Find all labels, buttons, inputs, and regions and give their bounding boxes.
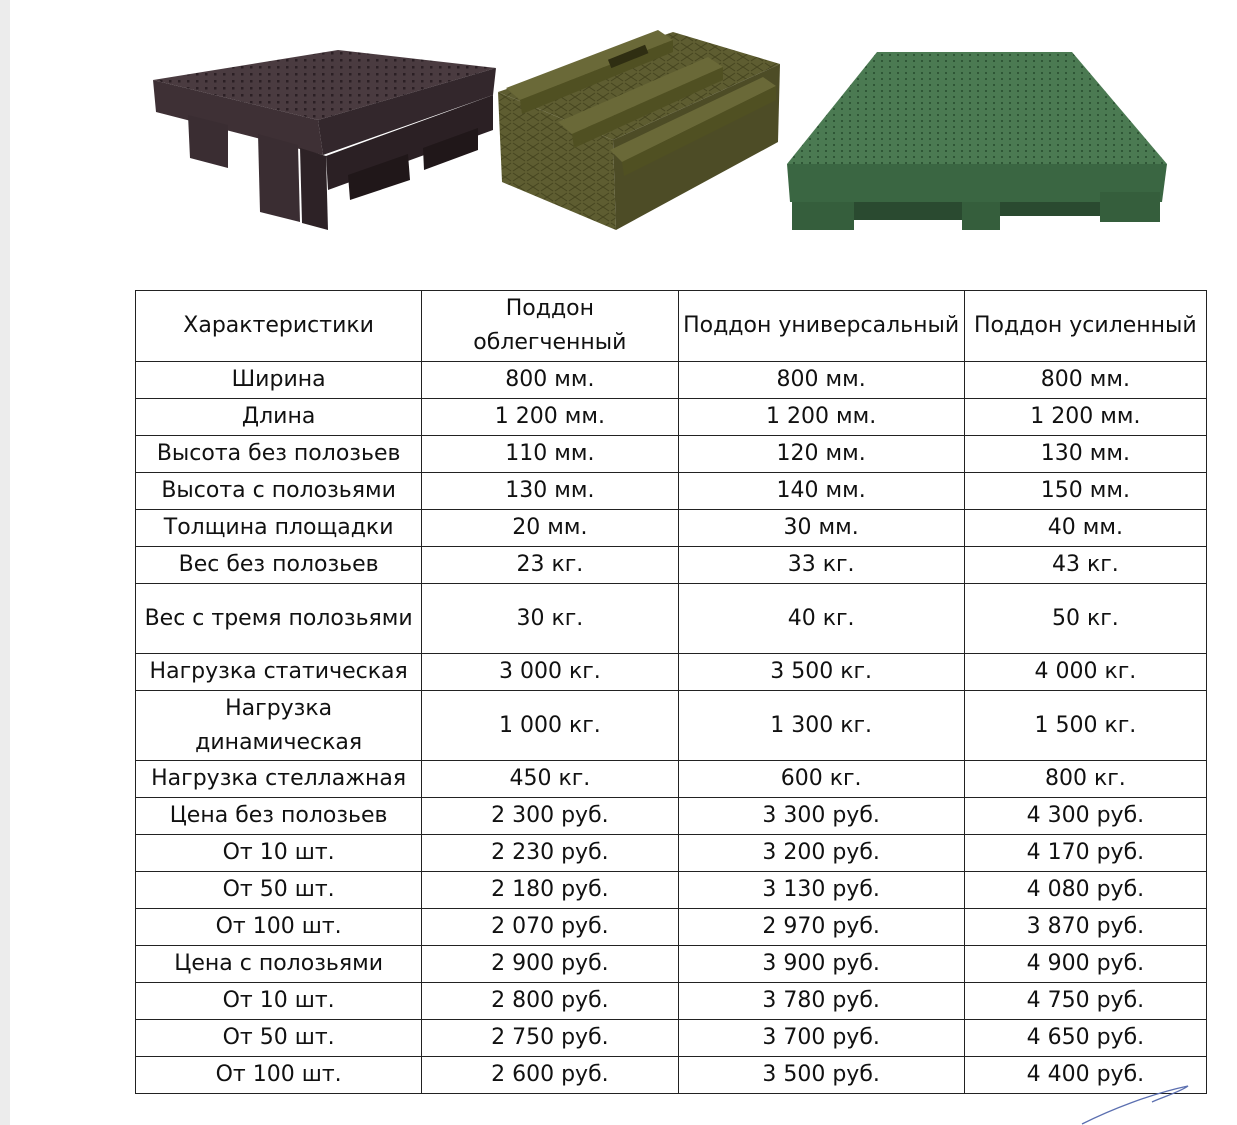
row-label: От 100 шт. bbox=[136, 1057, 422, 1094]
signature-stroke bbox=[1060, 1080, 1200, 1125]
table-cell: 1 200 мм. bbox=[678, 399, 964, 436]
table-cell: 4 000 кг. bbox=[964, 654, 1206, 691]
table-cell: 4 750 руб. bbox=[964, 983, 1206, 1020]
table-cell: 2 230 руб. bbox=[422, 835, 678, 872]
table-cell: 3 500 руб. bbox=[678, 1057, 964, 1094]
table-cell: 40 мм. bbox=[964, 510, 1206, 547]
table-cell: 40 кг. bbox=[678, 584, 964, 654]
header-pallet-light: Поддон облегченный bbox=[422, 291, 678, 362]
table-cell: 3 300 руб. bbox=[678, 798, 964, 835]
row-label: Нагрузка динамическая bbox=[136, 691, 422, 761]
table-cell: 3 200 руб. bbox=[678, 835, 964, 872]
table-cell: 3 000 кг. bbox=[422, 654, 678, 691]
table-cell: 30 мм. bbox=[678, 510, 964, 547]
table-cell: 800 мм. bbox=[422, 362, 678, 399]
table-header-row bbox=[136, 291, 1207, 362]
table-cell: 150 мм. bbox=[964, 473, 1206, 510]
table-cell: 120 мм. bbox=[678, 436, 964, 473]
table-cell: 2 900 руб. bbox=[422, 946, 678, 983]
table-cell: 1 200 мм. bbox=[964, 399, 1206, 436]
table-cell: 2 300 руб. bbox=[422, 798, 678, 835]
table-cell: 3 130 руб. bbox=[678, 872, 964, 909]
table-row bbox=[136, 1057, 1207, 1094]
table-cell: 1 200 мм. bbox=[422, 399, 678, 436]
table-row bbox=[136, 835, 1207, 872]
table-cell: 2 970 руб. bbox=[678, 909, 964, 946]
table-cell: 3 500 кг. bbox=[678, 654, 964, 691]
table-cell: 1 300 кг. bbox=[678, 691, 964, 761]
table-cell: 3 900 руб. bbox=[678, 946, 964, 983]
table-row bbox=[136, 909, 1207, 946]
table-cell: 2 180 руб. bbox=[422, 872, 678, 909]
header-characteristics: Характеристики bbox=[136, 291, 422, 362]
spec-table bbox=[135, 290, 1207, 1094]
table-cell: 50 кг. bbox=[964, 584, 1206, 654]
table-row bbox=[136, 436, 1207, 473]
table-cell: 23 кг. bbox=[422, 547, 678, 584]
table-cell: 4 080 руб. bbox=[964, 872, 1206, 909]
table-cell: 140 мм. bbox=[678, 473, 964, 510]
row-label: Нагрузка стеллажная bbox=[136, 761, 422, 798]
table-cell: 2 600 руб. bbox=[422, 1057, 678, 1094]
row-label: От 100 шт. bbox=[136, 909, 422, 946]
table-cell: 800 мм. bbox=[678, 362, 964, 399]
table-cell: 4 400 руб. bbox=[964, 1057, 1206, 1094]
table-cell: 33 кг. bbox=[678, 547, 964, 584]
table-cell: 450 кг. bbox=[422, 761, 678, 798]
table-row bbox=[136, 798, 1207, 835]
table-row bbox=[136, 654, 1207, 691]
row-label: От 50 шт. bbox=[136, 1020, 422, 1057]
row-label: Высота с полозьями bbox=[136, 473, 422, 510]
row-label: От 10 шт. bbox=[136, 983, 422, 1020]
table-cell: 1 500 кг. bbox=[964, 691, 1206, 761]
table-cell: 2 070 руб. bbox=[422, 909, 678, 946]
row-label: Цена без полозьев bbox=[136, 798, 422, 835]
table-cell: 130 мм. bbox=[964, 436, 1206, 473]
table-cell: 800 мм. bbox=[964, 362, 1206, 399]
table-row bbox=[136, 547, 1207, 584]
table-cell: 1 000 кг. bbox=[422, 691, 678, 761]
table-cell: 3 700 руб. bbox=[678, 1020, 964, 1057]
table-row bbox=[136, 510, 1207, 547]
table-row bbox=[136, 761, 1207, 798]
table-cell: 3 780 руб. bbox=[678, 983, 964, 1020]
table-cell: 4 300 руб. bbox=[964, 798, 1206, 835]
table-cell: 2 750 руб. bbox=[422, 1020, 678, 1057]
header-pallet-universal: Поддон универсальный bbox=[678, 291, 964, 362]
table-cell: 43 кг. bbox=[964, 547, 1206, 584]
table-row bbox=[136, 872, 1207, 909]
row-label: От 10 шт. bbox=[136, 835, 422, 872]
table-row bbox=[136, 946, 1207, 983]
table-cell: 800 кг. bbox=[964, 761, 1206, 798]
header-pallet-reinforced: Поддон усиленный bbox=[964, 291, 1206, 362]
table-cell: 4 170 руб. bbox=[964, 835, 1206, 872]
table-row bbox=[136, 1020, 1207, 1057]
row-label: Высота без полозьев bbox=[136, 436, 422, 473]
table-cell: 20 мм. bbox=[422, 510, 678, 547]
table-cell: 600 кг. bbox=[678, 761, 964, 798]
row-label: Цена с полозьями bbox=[136, 946, 422, 983]
table-cell: 30 кг. bbox=[422, 584, 678, 654]
table-cell: 2 800 руб. bbox=[422, 983, 678, 1020]
table-cell: 110 мм. bbox=[422, 436, 678, 473]
pallet-light-image bbox=[148, 50, 496, 230]
table-row bbox=[136, 584, 1207, 654]
table-row bbox=[136, 691, 1207, 761]
row-label: Нагрузка статическая bbox=[136, 654, 422, 691]
table-cell: 4 900 руб. bbox=[964, 946, 1206, 983]
table-row bbox=[136, 362, 1207, 399]
row-label: От 50 шт. bbox=[136, 872, 422, 909]
table-row bbox=[136, 473, 1207, 510]
table-row bbox=[136, 983, 1207, 1020]
row-label: Толщина площадки bbox=[136, 510, 422, 547]
table-cell: 4 650 руб. bbox=[964, 1020, 1206, 1057]
row-label: Ширина bbox=[136, 362, 422, 399]
table-cell: 130 мм. bbox=[422, 473, 678, 510]
pallet-universal-image bbox=[498, 22, 780, 230]
table-cell: 3 870 руб. bbox=[964, 909, 1206, 946]
row-label: Длина bbox=[136, 399, 422, 436]
table-row bbox=[136, 399, 1207, 436]
pallet-images bbox=[0, 0, 1237, 250]
row-label: Вес с тремя полозьями bbox=[136, 584, 422, 654]
row-label: Вес без полозьев bbox=[136, 547, 422, 584]
pallet-reinforced-image bbox=[782, 52, 1167, 230]
